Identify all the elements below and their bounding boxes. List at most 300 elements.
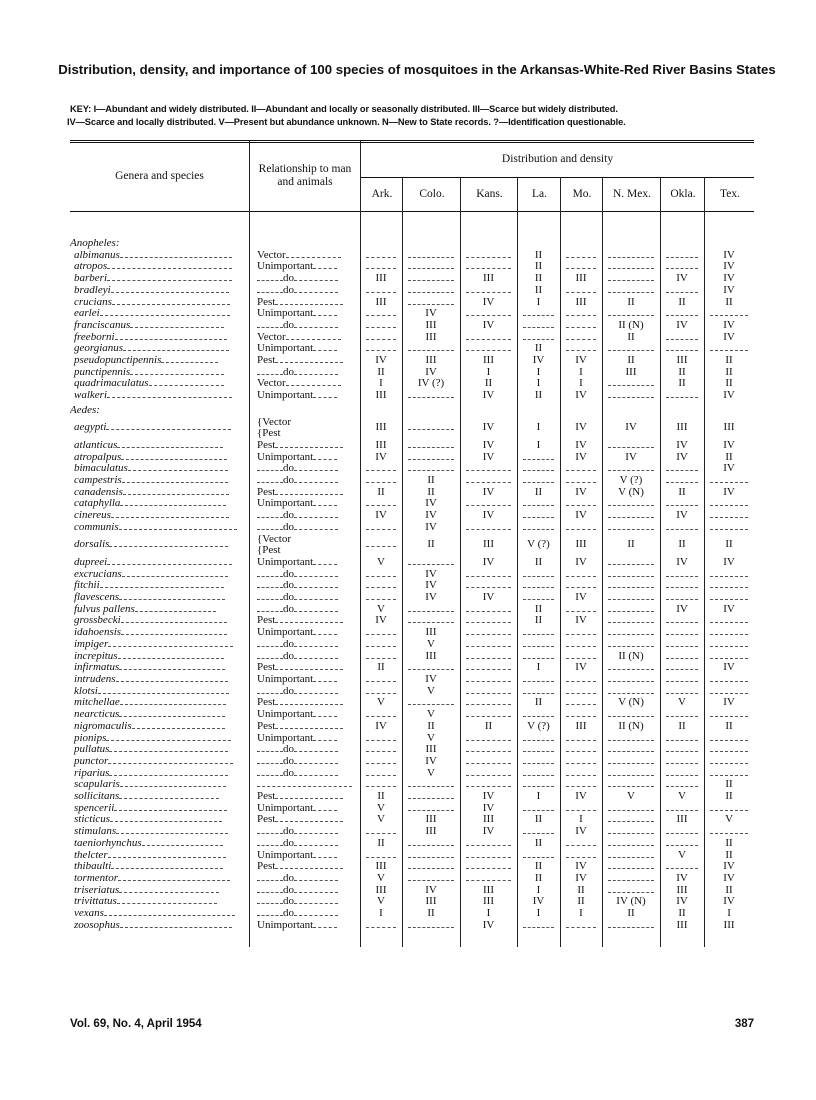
dot-leader [523,463,554,471]
dot-leader [257,273,283,281]
density-cell [360,674,402,686]
density-cell [460,639,517,651]
density-cell: II [725,849,733,861]
dot-leader [566,332,596,340]
dot-leader [275,662,342,670]
dot-leader [366,733,396,741]
relationship-cell: do [249,768,360,780]
dot-leader [107,273,232,281]
dot-leader [466,522,511,530]
dot-leader [149,378,224,386]
density-cell [602,639,660,651]
dot-leader [366,674,396,682]
relationship-cell: Unimportant [249,498,360,510]
relationship-cell: do [249,686,360,698]
dot-leader [523,522,554,530]
density-cell [460,861,517,873]
dot-leader [408,873,454,881]
dot-leader [608,662,654,670]
relationship-cell: do [249,908,360,920]
species-name: dupreei [70,557,249,569]
dot-leader [408,285,454,293]
dot-leader [566,522,596,530]
dot-leader [294,838,338,846]
density-cell [602,440,660,452]
density-cell [360,850,402,862]
density-cell [660,615,704,627]
table-row [70,779,754,791]
genera-header: Genera and species [115,170,204,182]
dot-leader [142,838,223,846]
species-name: albimanus [70,250,249,262]
density-cell: IV [575,872,587,884]
density-cell: III [425,627,437,639]
density-cell: II [577,884,585,896]
species-name: cataphylla [70,498,249,510]
density-cell [360,498,402,510]
dot-leader [466,709,511,717]
dot-leader [608,744,654,752]
dot-leader [466,779,511,787]
dot-leader [710,639,748,647]
state-header-rule [360,177,754,178]
dot-leader [666,803,698,811]
density-cell: III [483,884,494,896]
species-name: punctor [70,756,249,768]
density-cell: IV [575,439,587,451]
dot-leader [566,250,596,258]
relationship-cell: Vector [249,378,360,390]
species-name: nearcticus [70,709,249,721]
density-cell [517,592,560,604]
density-cell [560,332,602,344]
density-cell [560,604,602,616]
dot-leader [294,475,338,483]
dot-leader [275,697,342,705]
dot-leader [119,662,225,670]
dot-leader [466,756,511,764]
dot-leader [257,320,283,328]
dot-leader [523,498,554,506]
dot-leader [366,826,396,834]
dot-leader [608,861,654,869]
density-cell: III [676,814,688,826]
relationship-cell [249,779,360,791]
density-cell [602,768,660,780]
dot-leader [408,557,454,565]
density-cell [602,569,660,581]
dot-leader [130,367,224,375]
density-cell [517,452,560,464]
density-cell: IV [482,451,495,463]
table-row [70,569,754,581]
dot-leader [366,768,396,776]
density-cell: IV [723,603,735,615]
relationship-cell: Pest [249,440,360,452]
dot-leader [408,273,454,281]
dot-leader [608,826,654,834]
table-row [70,697,754,709]
table-row [70,604,754,616]
density-cell: IV [375,451,387,463]
dot-leader [313,557,337,565]
dot-leader [608,390,654,398]
density-cell: I [379,908,383,920]
dot-leader [566,639,596,647]
density-cell: II [427,720,435,732]
density-cell [704,569,754,581]
dot-leader [408,779,454,787]
dot-leader [608,463,654,471]
density-cell: I [379,378,383,390]
dot-leader [313,627,337,635]
dot-leader [294,580,338,588]
dot-leader [710,686,748,694]
relationship-cell: Unimportant [249,627,360,639]
density-cell: V [377,814,385,826]
species-name: communis [70,522,249,534]
table-row [70,261,754,273]
dot-leader [313,343,337,351]
dot-leader [294,592,338,600]
species-name: punctipennis [70,367,249,379]
density-cell: III [375,421,387,434]
table-row [70,896,754,908]
table-row [70,250,754,262]
density-cell: II [377,366,385,378]
density-cell [660,592,704,604]
density-cell [560,744,602,756]
dot-leader [408,390,454,398]
table-row [70,908,754,920]
dot-leader [294,744,338,752]
density-cell: IV [676,896,688,908]
dot-leader [408,422,454,430]
density-cell: I [579,814,583,826]
dot-leader [523,308,554,316]
relationship-cell: Pest [249,355,360,367]
density-cell: II [534,861,543,873]
density-cell: III [575,296,587,308]
density-cell [402,285,460,297]
species-name: freeborni [70,332,249,344]
relationship-cell: do [249,604,360,616]
density-cell [560,686,602,698]
dot-leader [666,686,698,694]
density-cell: II [678,908,686,920]
dot-leader [523,920,554,928]
dot-leader [710,733,748,741]
density-cell: III [625,366,637,378]
density-cell: IV [482,592,495,604]
dot-leader [466,674,511,682]
dot-leader [122,569,228,577]
density-cell: IV [482,421,495,434]
dot-leader [257,463,283,471]
dot-leader [608,686,654,694]
dot-leader [257,580,283,588]
relationship-cell: Pest [249,297,360,309]
density-cell [704,639,754,651]
dot-leader [666,522,698,530]
dot-leader [523,639,554,647]
density-cell: IV [375,355,387,367]
density-cell [460,779,517,791]
species-name: dorsalis [70,534,249,557]
density-cell: II [534,284,543,296]
table-row [70,709,754,721]
table-row [70,756,754,768]
key-line-2: IV—Scarce and locally distributed. V—Present but abundance unknown. N—New to State records. ?—Identification questionable. [67,117,626,127]
dot-leader [710,475,748,483]
species-name: mitchellae [70,697,249,709]
dot-leader [666,250,698,258]
dot-leader [104,908,235,916]
density-cell [517,522,560,534]
species-name: fitchii [70,580,249,592]
dot-leader [608,768,654,776]
density-cell [602,850,660,862]
dot-leader [366,580,396,588]
density-cell: V [427,709,435,721]
density-cell: II [725,355,733,367]
density-cell [517,569,560,581]
dot-leader [466,651,511,659]
dot-leader [275,440,342,448]
density-cell [704,627,754,639]
dot-leader [257,885,283,893]
dot-leader [408,452,454,460]
table-row [70,838,754,850]
dot-leader [294,873,338,881]
density-cell [517,850,560,862]
table-row [70,580,754,592]
density-cell [602,308,660,320]
density-cell [602,261,660,273]
density-cell: II [377,791,385,803]
density-cell [602,510,660,522]
dot-leader [294,896,338,904]
density-cell [360,627,402,639]
dot-leader [566,744,596,752]
dot-leader [111,285,229,293]
dot-leader [466,308,511,316]
table-row [70,534,754,557]
dot-leader [366,498,396,506]
dot-leader [608,343,654,351]
dot-leader [257,604,283,612]
density-cell: III [425,650,437,662]
density-cell: IV [723,486,735,498]
dot-leader [666,779,698,787]
species-name: walkeri [70,390,249,402]
density-cell [402,662,460,674]
mosquito-table [70,236,754,931]
density-cell [560,475,602,487]
density-cell: IV [676,319,688,331]
density-cell [660,463,704,475]
species-name: sollicitans [70,791,249,803]
density-cell: II [725,837,733,849]
density-cell [402,920,460,932]
dot-leader [119,709,225,717]
density-cell: IV [482,802,495,814]
density-cell [460,756,517,768]
dot-leader [294,273,338,281]
density-cell: II [725,791,733,803]
density-cell [660,250,704,262]
dot-leader [466,627,511,635]
dot-leader [313,920,337,928]
density-cell: V [427,767,435,779]
species-name: riparius [70,768,249,780]
density-cell: IV [482,919,495,931]
table-row [70,285,754,297]
dot-leader [313,308,337,316]
density-cell [704,756,754,768]
dot-leader [286,332,341,340]
density-cell: III [375,439,387,451]
table-row [70,791,754,803]
species-name: stimulans [70,826,249,838]
table-row [70,273,754,285]
species-name: bradleyi [70,285,249,297]
density-cell [560,627,602,639]
dot-leader [466,498,511,506]
dot-leader [710,343,748,351]
dot-leader [666,592,698,600]
density-cell: I [536,378,541,390]
density-cell [402,463,460,475]
density-cell: II [534,249,543,261]
dot-leader [116,674,228,682]
density-cell [560,343,602,355]
density-cell: II [534,273,543,285]
density-cell [460,308,517,320]
dot-leader [666,343,698,351]
dot-leader [366,779,396,787]
density-cell [460,662,517,674]
dot-leader [466,733,511,741]
density-cell: III [375,273,387,285]
relationship-cell: do [249,367,360,379]
dot-leader [466,861,511,869]
density-cell [660,627,704,639]
relationship-cell: do [249,475,360,487]
density-cell [360,320,402,332]
dot-leader [608,308,654,316]
density-cell: II (N) [618,319,644,331]
dot-leader [608,733,654,741]
relationship-cell: Unimportant [249,557,360,569]
dot-leader [118,873,230,881]
relationship-cell: do [249,592,360,604]
density-cell: V (?) [527,720,550,732]
dot-leader [313,803,337,811]
density-cell: IV [425,580,437,592]
density-cell [360,756,402,768]
density-cell [517,803,560,815]
dot-leader [523,779,554,787]
density-cell [602,756,660,768]
relationship-cell: do [249,463,360,475]
relationship-cell: do [249,285,360,297]
density-cell [402,604,460,616]
density-cell [602,250,660,262]
dot-leader [466,332,511,340]
density-cell: I [727,908,731,920]
density-cell: III [425,744,437,756]
density-cell: IV [575,861,587,873]
density-cell [360,250,402,262]
density-cell [360,826,402,838]
dot-leader [666,285,698,293]
species-name: pullatus [70,744,249,756]
density-cell: III [575,720,587,732]
dot-leader [121,627,227,635]
dot-leader [275,814,342,822]
dot-leader [608,569,654,577]
species-name: zoosophus [70,920,249,932]
density-cell: IV [375,720,387,732]
density-cell: IV [532,355,545,367]
dot-leader [566,569,596,577]
density-cell [560,779,602,791]
table-row [70,721,754,733]
density-cell [660,651,704,663]
density-cell: IV [723,439,735,451]
species-name: georgianus [70,343,249,355]
relationship-cell: Unimportant [249,308,360,320]
density-cell [460,332,517,344]
dot-leader [608,873,654,881]
density-cell [560,580,602,592]
density-cell [602,814,660,826]
density-cell: IV (N) [616,896,646,908]
density-cell [602,826,660,838]
density-cell: II [534,697,543,709]
dot-leader [710,522,748,530]
relationship-cell: do [249,744,360,756]
dot-leader [111,861,223,869]
relationship-cell: do [249,756,360,768]
table-row [70,592,754,604]
table-row [70,440,754,452]
density-cell: IV [723,697,735,709]
density-cell [460,697,517,709]
density-cell: III [575,538,587,551]
density-cell: IV [575,791,587,803]
density-cell: II [627,331,635,343]
table-row [70,452,754,464]
dot-leader [408,803,454,811]
density-cell: II [534,615,543,627]
density-cell: II [534,814,543,826]
density-cell [460,475,517,487]
density-cell [704,615,754,627]
relationship-cell: Unimportant [249,674,360,686]
dot-leader [466,697,511,705]
density-cell [460,709,517,721]
density-cell [560,709,602,721]
density-cell: II [678,486,686,498]
density-cell: II [725,779,733,791]
dot-leader [608,779,654,787]
density-cell [602,803,660,815]
density-cell [360,285,402,297]
table-row [70,355,754,367]
dot-leader [257,592,283,600]
